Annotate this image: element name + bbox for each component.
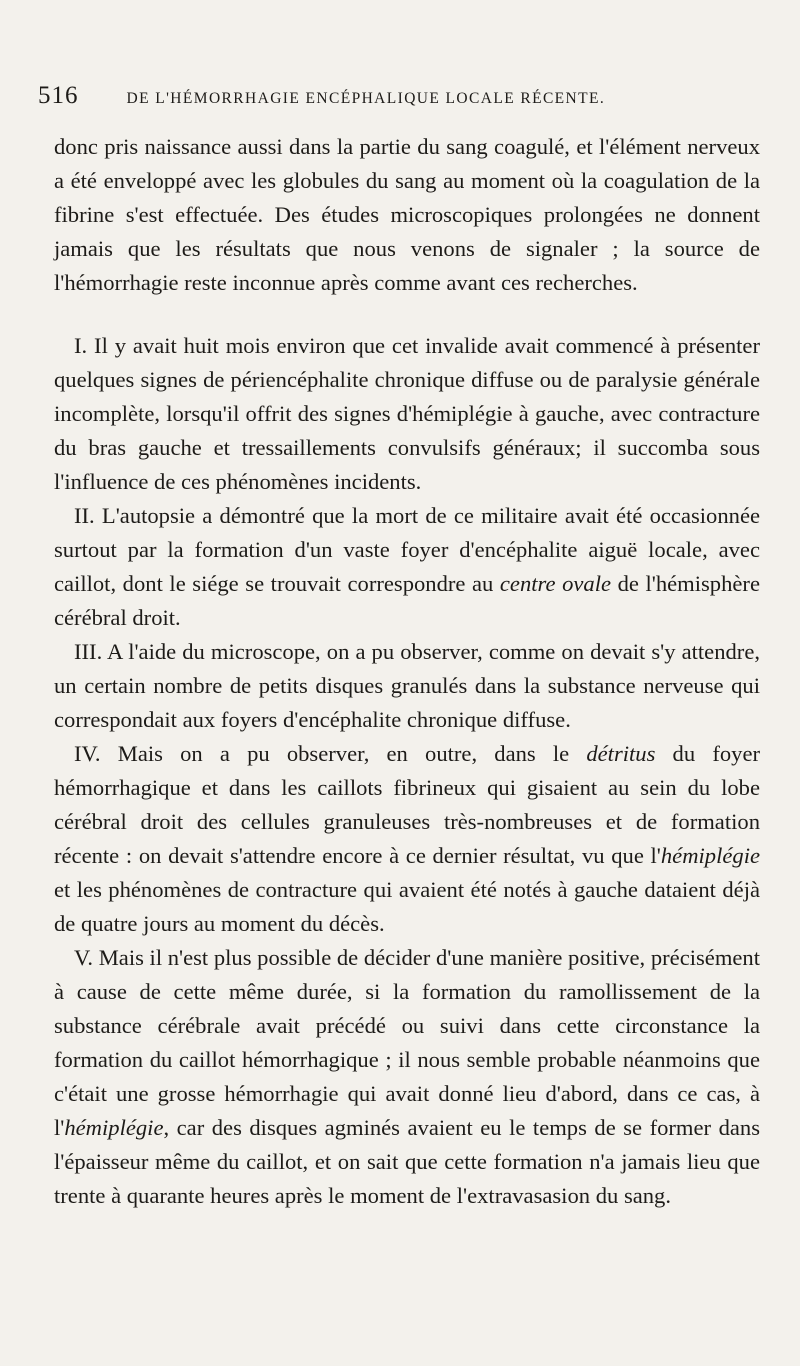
paragraph-iv-text: IV. Mais on a pu observer, en outre, dans le [74,741,587,766]
paragraph-ii-tail: de l'hémisphère cérébral droit. [54,571,760,630]
running-title: DE L'HÉMORRHAGIE ENCÉPHALIQUE LOCALE RÉCENTE. [126,90,606,107]
paragraph-v [54,941,760,1213]
paragraph-iv-italic-2: hémiplégie [660,843,760,868]
paragraph-iv-middle: du foyer hémorrhagique et dans les caillots fibrineux qui gisaient au sein du lobe cérébral droit des cellules granuleuses très-nombreuses et de formation récente : on devait s'attendre encore à ce dernier résultat, vu que l' [54,741,760,868]
page-header [38,82,760,130]
paragraph-ii [54,499,760,635]
paragraph-ii-text: II. L'autopsie a démontré que la mort de ce militaire avait été occasionnée surtout par la formation d'un vaste foyer d'encéphalite aiguë locale, avec caillot, dont le siége se trouvait correspondre au [54,503,760,596]
page-number: 516 [38,82,79,109]
paragraph-iii: III. A l'aide du microscope, on a pu observer, comme on devait s'y attendre, un certain nombre de petits disques granulés dans la substance nerveuse qui correspondait aux foyers d'encéphalite chronique diffuse. [54,639,760,732]
paragraph-iv-italic-1: détritus [586,741,656,766]
paragraph-v-italic: hémiplégie [64,1115,164,1140]
paragraph-iv-tail: et les phénomènes de contracture qui avaient été notés à gauche dataient déjà de quatre jours au moment du décès. [54,877,760,936]
paragraph-ii-italic: centre ovale [499,571,612,596]
paragraph-iv [54,737,760,941]
intro-paragraph: donc pris naissance aussi dans la partie du sang coagulé, et l'élément nerveux a été enveloppé avec les globules du sang au moment où la coagulation de la fibrine s'est effectuée. Des études microscopiques prolongées ne donnent jamais que les résultats que nous venons de signaler ; la source de l'hémorrhagie reste inconnue après comme avant ces recherches. [54,134,760,295]
paragraph-v-tail: , car des disques agminés avaient eu le temps de se former dans l'épaisseur même du caillot, et on sait que cette formation n'a jamais lieu que trente à quarante heures après le moment de l'extravasasion du sang. [54,1115,760,1208]
paragraph-gap [54,300,760,329]
paragraph-i: I. Il y avait huit mois environ que cet invalide avait commencé à présenter quelques signes de périencéphalite chronique diffuse ou de paralysie générale incomplète, lorsqu'il offrit des signes d'hémiplégie à gauche, avec contracture du bras gauche et tressaillements convulsifs généraux; il succomba sous l'influence de ces phénomènes incidents. [54,333,760,494]
body-text [54,130,760,1213]
paragraph-v-text: V. Mais il n'est plus possible de décider d'une manière positive, précisément à cause de cette même durée, si la formation du ramollissement de la substance cérébrale avait précédé ou suivi dans cette circonstance la formation du caillot hémorrhagique ; il nous semble probable néanmoins que c'était une grosse hémorrhagie qui avait donné lieu d'abord, dans ce cas, à l' [54,945,761,1140]
